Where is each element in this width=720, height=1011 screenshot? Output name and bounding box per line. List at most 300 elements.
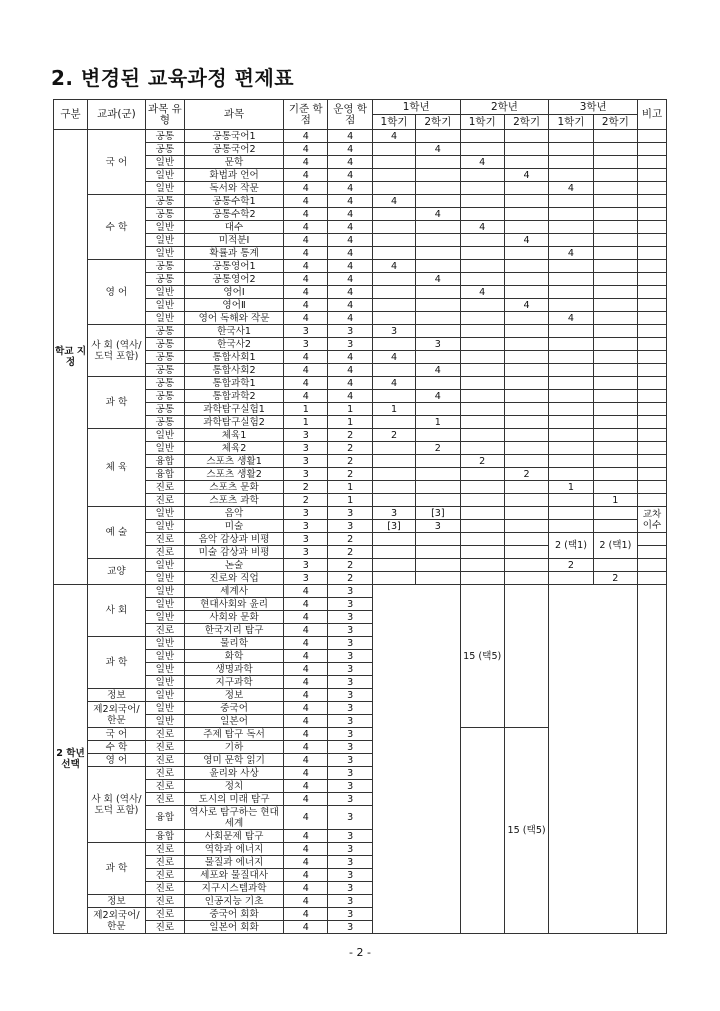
subject-name: 과학탐구실험1 <box>185 403 284 416</box>
y1-empty <box>372 585 460 934</box>
operating-credit: 3 <box>328 908 372 921</box>
standard-credit: 4 <box>284 702 328 715</box>
subject-type: 일반 <box>145 715 184 728</box>
table-row <box>54 520 667 533</box>
operating-credit: 3 <box>328 624 372 637</box>
subject-group: 사 회 (역사/도덕 포함) <box>88 767 146 843</box>
semester-credit <box>593 520 637 533</box>
semester-credit <box>416 546 460 559</box>
semester-credit <box>372 286 415 299</box>
operating-credit: 3 <box>328 895 372 908</box>
standard-credit: 4 <box>284 377 328 390</box>
standard-credit: 4 <box>284 585 328 598</box>
standard-credit: 4 <box>284 830 328 843</box>
page-title: 2. 변경된 교육과정 편제표 <box>51 66 295 90</box>
semester-credit <box>504 273 548 286</box>
semester-credit <box>593 338 637 351</box>
standard-credit: 4 <box>284 273 328 286</box>
semester-credit <box>504 221 548 234</box>
subject-type: 진로 <box>145 882 184 895</box>
semester-credit <box>372 169 415 182</box>
table-row <box>54 351 667 364</box>
semester-credit <box>460 403 504 416</box>
semester-credit <box>549 195 593 208</box>
subject-type: 일반 <box>145 611 184 624</box>
subject-group: 사 회 <box>88 585 146 637</box>
operating-credit: 4 <box>328 247 372 260</box>
operating-credit: 4 <box>328 195 372 208</box>
subject-group: 사 회 (역사/도덕 포함) <box>88 325 146 377</box>
subject-name: 미적분Ⅰ <box>185 234 284 247</box>
semester-credit <box>372 559 415 572</box>
semester-credit <box>549 520 593 533</box>
subject-name: 주제 탐구 독서 <box>185 728 284 741</box>
semester-credit <box>549 377 593 390</box>
semester-credit <box>372 364 415 377</box>
subject-name: 공통국어1 <box>185 130 284 143</box>
semester-credit <box>593 481 637 494</box>
standard-credit: 4 <box>284 780 328 793</box>
subject-type: 공통 <box>145 273 184 286</box>
subject-name: 일본어 <box>185 715 284 728</box>
table-row <box>54 429 667 442</box>
subject-type: 일반 <box>145 598 184 611</box>
subject-type: 공통 <box>145 416 184 429</box>
standard-credit: 4 <box>284 676 328 689</box>
note-cell <box>638 156 667 169</box>
operating-credit: 3 <box>328 806 372 830</box>
subject-type: 진로 <box>145 767 184 780</box>
subject-type: 진로 <box>145 624 184 637</box>
semester-credit <box>372 156 415 169</box>
subject-name: 영미 문학 읽기 <box>185 754 284 767</box>
note-cell <box>638 234 667 247</box>
semester-credit: 4 <box>372 130 415 143</box>
semester-credit: 2 <box>460 455 504 468</box>
operating-credit: 2 <box>328 559 372 572</box>
semester-credit <box>504 351 548 364</box>
subject-name: 통합과학1 <box>185 377 284 390</box>
semester-credit <box>416 182 460 195</box>
semester-credit <box>460 234 504 247</box>
subject-name: 체육1 <box>185 429 284 442</box>
subject-name: 역사로 탐구하는 현대 세계 <box>185 806 284 830</box>
semester-credit <box>372 572 415 585</box>
semester-credit: 1 <box>549 481 593 494</box>
subject-type: 공통 <box>145 338 184 351</box>
subject-type: 일반 <box>145 442 184 455</box>
semester-credit: 3 <box>416 338 460 351</box>
subject-name: 인공지능 기초 <box>185 895 284 908</box>
subject-name: 논술 <box>185 559 284 572</box>
subject-type: 공통 <box>145 325 184 338</box>
subject-name: 정보 <box>185 689 284 702</box>
semester-credit: 4 <box>416 390 460 403</box>
table-row <box>54 312 667 325</box>
standard-credit: 4 <box>284 598 328 611</box>
subject-group: 정보 <box>88 689 146 702</box>
header-y3-s1: 1학기 <box>549 115 593 130</box>
standard-credit: 3 <box>284 338 328 351</box>
subject-name: 한국사1 <box>185 325 284 338</box>
elective-sem2: 15 (택5) <box>504 728 548 934</box>
operating-credit: 2 <box>328 546 372 559</box>
operating-credit: 4 <box>328 260 372 273</box>
operating-credit: 2 <box>328 533 372 546</box>
y2-s1-lower <box>460 728 504 934</box>
operating-credit: 3 <box>328 598 372 611</box>
gubun-grade2-elective: 2 학년 선택 <box>54 585 88 934</box>
note-cell <box>638 338 667 351</box>
note-cell <box>638 442 667 455</box>
subject-name: 대수 <box>185 221 284 234</box>
semester-credit <box>593 390 637 403</box>
note-cell <box>638 572 667 585</box>
semester-credit <box>549 156 593 169</box>
semester-credit: 4 <box>372 195 415 208</box>
semester-credit <box>504 390 548 403</box>
semester-credit: 2 (택1) <box>549 533 593 559</box>
semester-credit <box>593 312 637 325</box>
operating-credit: 3 <box>328 676 372 689</box>
table-row <box>54 390 667 403</box>
note-cell <box>638 546 667 559</box>
subject-type: 일반 <box>145 312 184 325</box>
semester-credit <box>593 221 637 234</box>
semester-credit <box>460 507 504 520</box>
operating-credit: 1 <box>328 494 372 507</box>
standard-credit: 3 <box>284 533 328 546</box>
subject-type: 일반 <box>145 676 184 689</box>
standard-credit: 4 <box>284 351 328 364</box>
semester-credit: 2 (택1) <box>593 533 637 559</box>
standard-credit: 4 <box>284 793 328 806</box>
table-row <box>54 494 667 507</box>
semester-credit <box>460 273 504 286</box>
standard-credit: 1 <box>284 403 328 416</box>
subject-name: 통합사회2 <box>185 364 284 377</box>
semester-credit <box>549 468 593 481</box>
semester-credit <box>460 208 504 221</box>
semester-credit: 4 <box>372 260 415 273</box>
semester-credit <box>504 442 548 455</box>
note-cell <box>638 247 667 260</box>
subject-type: 일반 <box>145 247 184 260</box>
standard-credit: 3 <box>284 559 328 572</box>
semester-credit <box>549 351 593 364</box>
table-row <box>54 247 667 260</box>
standard-credit: 4 <box>284 156 328 169</box>
semester-credit <box>416 234 460 247</box>
standard-credit: 3 <box>284 468 328 481</box>
header-y2-s1: 1학기 <box>460 115 504 130</box>
subject-type: 일반 <box>145 650 184 663</box>
operating-credit: 3 <box>328 830 372 843</box>
subject-name: 윤리와 사상 <box>185 767 284 780</box>
semester-credit <box>593 429 637 442</box>
curriculum-table <box>53 99 667 934</box>
header-type: 과목 유형 <box>145 100 184 130</box>
operating-credit: 3 <box>328 728 372 741</box>
operating-credit: 4 <box>328 390 372 403</box>
note-cell <box>638 416 667 429</box>
semester-credit: 4 <box>504 234 548 247</box>
subject-type: 일반 <box>145 637 184 650</box>
semester-credit <box>549 572 593 585</box>
operating-credit: 4 <box>328 130 372 143</box>
operating-credit: 4 <box>328 156 372 169</box>
semester-credit <box>460 325 504 338</box>
semester-credit: 3 <box>416 520 460 533</box>
semester-credit <box>372 442 415 455</box>
subject-type: 진로 <box>145 908 184 921</box>
note-cell <box>638 559 667 572</box>
standard-credit: 4 <box>284 364 328 377</box>
standard-credit: 3 <box>284 507 328 520</box>
semester-credit: 3 <box>372 507 415 520</box>
subject-type: 공통 <box>145 130 184 143</box>
table-row <box>54 208 667 221</box>
subject-group: 과 학 <box>88 637 146 689</box>
subject-group: 교양 <box>88 559 146 585</box>
operating-credit: 4 <box>328 221 372 234</box>
subject-type: 일반 <box>145 429 184 442</box>
subject-name: 중국어 <box>185 702 284 715</box>
semester-credit <box>460 416 504 429</box>
semester-credit: 4 <box>460 156 504 169</box>
semester-credit <box>593 234 637 247</box>
semester-credit: 4 <box>416 143 460 156</box>
semester-credit <box>372 221 415 234</box>
subject-type: 융합 <box>145 468 184 481</box>
semester-credit: 4 <box>504 169 548 182</box>
standard-credit: 4 <box>284 234 328 247</box>
subject-name: 현대사회와 윤리 <box>185 598 284 611</box>
operating-credit: 4 <box>328 208 372 221</box>
subject-name: 한국지리 탐구 <box>185 624 284 637</box>
standard-credit: 4 <box>284 754 328 767</box>
y3-empty <box>549 585 638 934</box>
subject-type: 진로 <box>145 741 184 754</box>
semester-credit <box>372 533 415 546</box>
standard-credit: 4 <box>284 143 328 156</box>
semester-credit <box>460 169 504 182</box>
subject-name: 공통국어2 <box>185 143 284 156</box>
semester-credit <box>549 403 593 416</box>
semester-credit <box>372 390 415 403</box>
subject-name: 과학탐구실험2 <box>185 416 284 429</box>
semester-credit <box>549 364 593 377</box>
operating-credit: 3 <box>328 921 372 934</box>
subject-type: 일반 <box>145 169 184 182</box>
subject-group: 영 어 <box>88 754 146 767</box>
semester-credit <box>593 182 637 195</box>
table-row <box>54 338 667 351</box>
semester-credit <box>504 494 548 507</box>
header-y3-s2: 2학기 <box>593 115 637 130</box>
semester-credit <box>504 533 548 546</box>
semester-credit <box>593 468 637 481</box>
operating-credit: 3 <box>328 869 372 882</box>
subject-group: 국 어 <box>88 130 146 195</box>
semester-credit <box>593 156 637 169</box>
subject-name: 미술 감상과 비평 <box>185 546 284 559</box>
page-number: - 2 - <box>349 946 371 959</box>
semester-credit <box>504 338 548 351</box>
standard-credit: 4 <box>284 715 328 728</box>
subject-name: 통합사회1 <box>185 351 284 364</box>
note-cell <box>638 299 667 312</box>
operating-credit: 3 <box>328 611 372 624</box>
semester-credit <box>504 572 548 585</box>
operating-credit: 4 <box>328 182 372 195</box>
standard-credit: 3 <box>284 442 328 455</box>
subject-name: 영어Ⅰ <box>185 286 284 299</box>
semester-credit <box>460 130 504 143</box>
standard-credit: 4 <box>284 130 328 143</box>
note-cell <box>638 455 667 468</box>
semester-credit: 4 <box>416 273 460 286</box>
subject-type: 진로 <box>145 921 184 934</box>
operating-credit: 3 <box>328 650 372 663</box>
semester-credit: 4 <box>549 247 593 260</box>
semester-credit <box>460 468 504 481</box>
subject-name: 지구시스템과학 <box>185 882 284 895</box>
standard-credit: 4 <box>284 195 328 208</box>
semester-credit <box>460 377 504 390</box>
semester-credit <box>460 442 504 455</box>
standard-credit: 4 <box>284 286 328 299</box>
semester-credit <box>504 247 548 260</box>
standard-credit: 4 <box>284 182 328 195</box>
subject-type: 공통 <box>145 364 184 377</box>
semester-credit <box>460 494 504 507</box>
semester-credit <box>593 455 637 468</box>
operating-credit: 4 <box>328 286 372 299</box>
semester-credit <box>593 195 637 208</box>
subject-name: 화학 <box>185 650 284 663</box>
operating-credit: 3 <box>328 856 372 869</box>
note-cell <box>638 468 667 481</box>
operating-credit: 4 <box>328 351 372 364</box>
semester-credit <box>593 247 637 260</box>
subject-name: 세계사 <box>185 585 284 598</box>
standard-credit: 4 <box>284 637 328 650</box>
semester-credit <box>416 325 460 338</box>
header-note: 비고 <box>638 100 667 130</box>
subject-group: 수 학 <box>88 741 146 754</box>
subject-type: 진로 <box>145 546 184 559</box>
table-row <box>54 182 667 195</box>
subject-group: 과 학 <box>88 377 146 429</box>
subject-type: 일반 <box>145 299 184 312</box>
standard-credit: 4 <box>284 856 328 869</box>
subject-type: 일반 <box>145 507 184 520</box>
subject-type: 진로 <box>145 754 184 767</box>
semester-credit <box>593 364 637 377</box>
header-standard-credit: 기준 학점 <box>284 100 328 130</box>
subject-name: 음악 감상과 비평 <box>185 533 284 546</box>
semester-credit: 4 <box>416 364 460 377</box>
operating-credit: 3 <box>328 702 372 715</box>
table-row <box>54 533 667 546</box>
subject-type: 공통 <box>145 403 184 416</box>
table-row <box>54 143 667 156</box>
subject-name: 미술 <box>185 520 284 533</box>
subject-name: 영어 독해와 작문 <box>185 312 284 325</box>
semester-credit <box>416 559 460 572</box>
subject-name: 역학과 에너지 <box>185 843 284 856</box>
operating-credit: 4 <box>328 273 372 286</box>
semester-credit: 4 <box>416 208 460 221</box>
semester-credit <box>504 260 548 273</box>
semester-credit <box>549 130 593 143</box>
subject-type: 진로 <box>145 856 184 869</box>
semester-credit <box>416 481 460 494</box>
semester-credit: 4 <box>372 377 415 390</box>
subject-name: 공통영어1 <box>185 260 284 273</box>
subject-type: 공통 <box>145 195 184 208</box>
semester-credit <box>549 208 593 221</box>
operating-credit: 2 <box>328 442 372 455</box>
semester-credit <box>460 429 504 442</box>
semester-credit: 2 <box>416 442 460 455</box>
standard-credit: 4 <box>284 221 328 234</box>
semester-credit <box>504 130 548 143</box>
operating-credit: 2 <box>328 455 372 468</box>
subject-type: 진로 <box>145 780 184 793</box>
semester-credit <box>416 468 460 481</box>
semester-credit <box>593 559 637 572</box>
semester-credit <box>549 143 593 156</box>
subject-type: 일반 <box>145 286 184 299</box>
operating-credit: 3 <box>328 754 372 767</box>
semester-credit <box>372 481 415 494</box>
semester-credit <box>504 377 548 390</box>
note-cell <box>638 481 667 494</box>
note-cell <box>638 195 667 208</box>
operating-credit: 3 <box>328 882 372 895</box>
note-cell <box>638 494 667 507</box>
semester-credit <box>460 299 504 312</box>
semester-credit: 1 <box>372 403 415 416</box>
semester-credit: 4 <box>549 182 593 195</box>
subject-group: 제2외국어/ 한문 <box>88 702 146 728</box>
semester-credit <box>416 533 460 546</box>
semester-credit: 2 <box>593 572 637 585</box>
standard-credit: 3 <box>284 429 328 442</box>
operating-credit: 3 <box>328 741 372 754</box>
standard-credit: 4 <box>284 741 328 754</box>
subject-type: 공통 <box>145 260 184 273</box>
semester-credit <box>372 182 415 195</box>
semester-credit <box>416 130 460 143</box>
operating-credit: 4 <box>328 377 372 390</box>
subject-type: 일반 <box>145 572 184 585</box>
note-cell <box>638 377 667 390</box>
operating-credit: 4 <box>328 143 372 156</box>
subject-group: 제2외국어/ 한문 <box>88 908 146 934</box>
semester-credit <box>593 169 637 182</box>
semester-credit <box>593 208 637 221</box>
table-row <box>54 221 667 234</box>
standard-credit: 3 <box>284 455 328 468</box>
note-cell <box>638 208 667 221</box>
standard-credit: 2 <box>284 481 328 494</box>
note-cell <box>638 533 667 546</box>
semester-credit <box>549 325 593 338</box>
semester-credit <box>593 130 637 143</box>
